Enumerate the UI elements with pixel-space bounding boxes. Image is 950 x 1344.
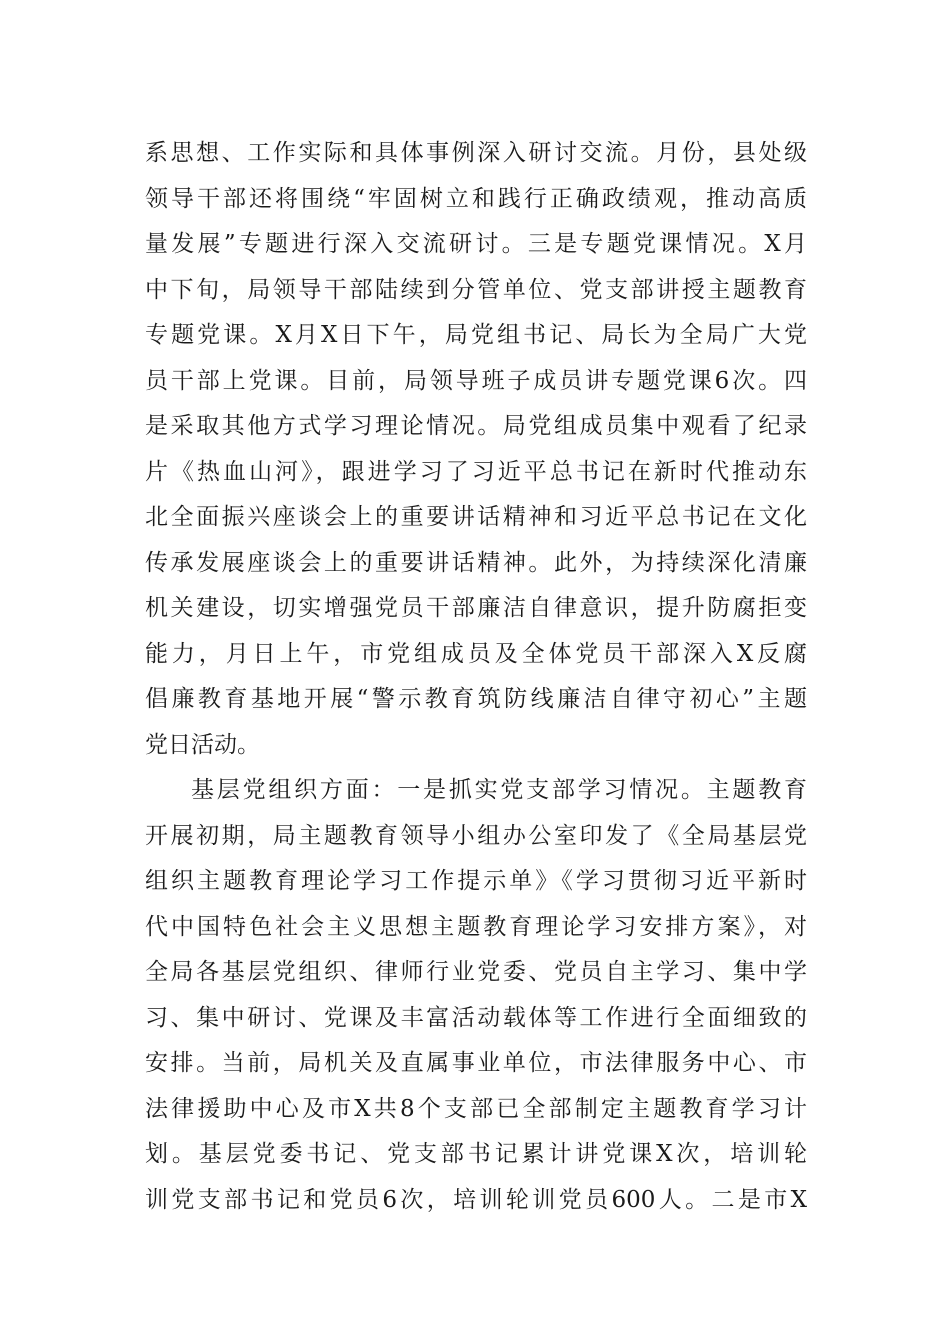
text-line: 员干部上党课。目前，局领导班子成员讲专题党课6次。四 — [145, 368, 807, 394]
text-line: 领导干部还将围绕“牢固树立和践行正确政绩观，推动高质 — [145, 186, 807, 212]
text-line: 是采取其他方式学习理论情况。局党组成员集中观看了纪录 — [145, 413, 807, 439]
text-line: 传承发展座谈会上的重要讲话精神。此外，为持续深化清廉 — [145, 550, 807, 576]
text-line: 倡廉教育基地开展“警示教育筑防线廉洁自律守初心”主题 — [145, 686, 807, 712]
text-line: 专题党课。X月X日下午，局党组书记、局长为全局广大党 — [145, 322, 807, 348]
text-line: 法律援助中心及市X共8个支部已全部制定主题教育学习计 — [145, 1096, 807, 1122]
text-line: 北全面振兴座谈会上的重要讲话精神和习近平总书记在文化 — [145, 504, 807, 530]
text-line: 基层党组织方面：一是抓实党支部学习情况。主题教育 — [191, 777, 807, 803]
text-line: 全局各基层党组织、律师行业党委、党员自主学习、集中学 — [145, 959, 807, 985]
text-line: 开展初期，局主题教育领导小组办公室印发了《全局基层党 — [145, 823, 807, 849]
text-line: 安排。当前，局机关及直属事业单位，市法律服务中心、市 — [145, 1050, 807, 1076]
text-line: 组织主题教育理论学习工作提示单》《学习贯彻习近平新时 — [145, 868, 807, 894]
text-line: 中下旬，局领导干部陆续到分管单位、党支部讲授主题教育 — [145, 277, 807, 303]
text-line: 代中国特色社会主义思想主题教育理论学习安排方案》，对 — [145, 914, 807, 940]
text-line: 习、集中研讨、党课及丰富活动载体等工作进行全面细致的 — [145, 1005, 807, 1031]
text-line: 量发展”专题进行深入交流研讨。三是专题党课情况。X月 — [145, 231, 807, 257]
text-line: 划。基层党委书记、党支部书记累计讲党课X次，培训轮 — [145, 1141, 807, 1167]
text-line: 机关建设，切实增强党员干部廉洁自律意识，提升防腐拒变 — [145, 595, 807, 621]
text-line: 训党支部书记和党员6次，培训轮训党员600人。二是市X — [145, 1187, 807, 1213]
text-line: 党日活动。 — [145, 732, 260, 758]
text-line: 系思想、工作实际和具体事例深入研讨交流。月份，县处级 — [145, 140, 807, 166]
text-line: 能力，月日上午，市党组成员及全体党员干部深入X反腐 — [145, 641, 807, 667]
text-line: 片《热血山河》，跟进学习了习近平总书记在新时代推动东 — [145, 459, 807, 485]
